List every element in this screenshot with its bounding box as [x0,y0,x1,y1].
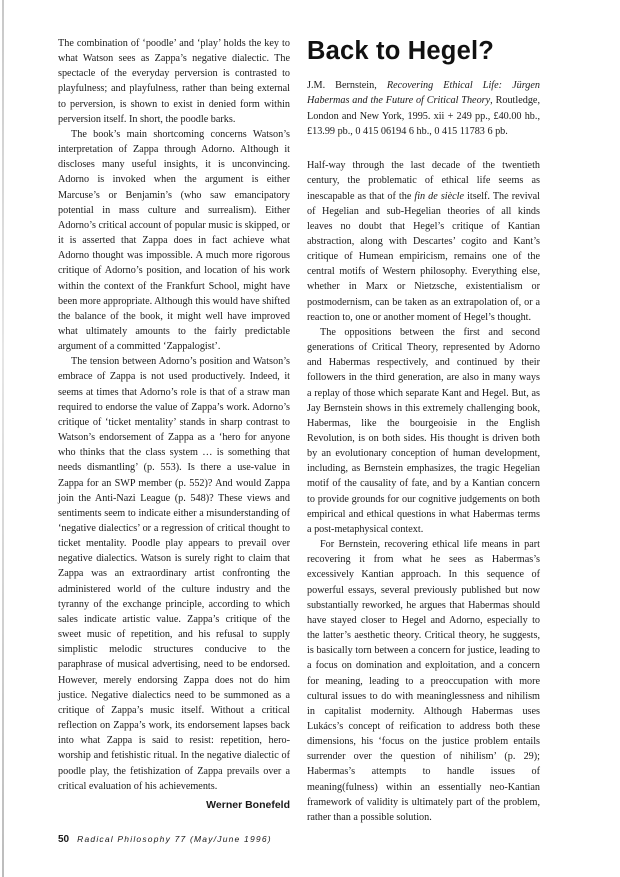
scan-edge [2,0,4,877]
book-details: , Routledge, London and New York, 1995. xii + 249 pp., £40.00 hb., £13.99 pb., 0 415 06194 6 hb., 0 415 11783 6 pb. [307,95,540,137]
text-run: Half-way through the last decade of the twentieth century, the problematic of ethical life seems as inescapable as that of the [307,160,540,202]
book-title: Recovering Ethical Life: Jürgen Habermas and the Future of Critical Theory [307,80,540,107]
paragraph: For Bernstein, recovering ethical life means in part recovering it from what he sees as Habermas’s excessively Kantian approach. In this sequence of powerful essays, several previously published but now substantially reworked, he argues that Habermas should have stayed closer to Hegel and Adorno, especially to the latter’s aesthetic theory. Critical theory, he suggests, is basically torn between a concern for justice, leading to a focus on domination and exploitation, and a concern for meaning, leading to a preoccupation with more cultural issues to do with meaninglessness and nihilism in capitalist modernity. Although Habermas uses Lukács’s concept of reification to address both these dimensions, his ‘focus on the justice problem entails surrender over the question of nihilism’ (p. 29); Habermas’s attempts to handle issues of meaning(fulness) within an essentially neo-Kantian framework of validity is ultimately part of the problem, rather than a possible solution. [307,539,540,823]
text-run: itself. The revival of Hegelian and sub-Hegelian theories of all kinds leaves no doubt that Hegel’s critique of Kantian abstraction, along with Descartes’ cogito and Kant’s critique of Humean empiricism, remains one of the central motifs of Western philosophy. Everything else, whether in Marx or Nietzsche, existentialism or postmodernism, can be taken as an extrapolation of, or a reaction to, one or another moment of Hegel’s thought. [307,190,540,323]
reviewer-signature: Werner Bonefeld [206,798,290,811]
article-title: Back to Hegel? [307,37,495,65]
left-column [58,36,290,811]
paragraph: The oppositions between the first and second generations of Critical Theory, represented by Adorno and Habermas respectively, and continued by their followers in the third generation, are also in many ways a replay of those which separate Kant and Hegel. But, as Jay Bernstein shows in this extremely challenging book, Habermas, like the bourgeoisie in the English Revolution, is on both sides. His thought is driven both by an evolutionary conception of human development, including, as Bernstein emphasizes, the tragic Hegelian motif of the causality of fate, and by a Kantian concern to provide grounds for our cognitive judgements on both empirical and ethical questions in what Habermas terms a post-metaphysical context. [307,326,540,535]
book-reference [307,78,540,139]
paragraph: The combination of ‘poodle’ and ‘play’ holds the key to what Watson sees as Zappa’s negative dialectic. The spectacle of the everyday perversion is contrasted to playfulness; and playfulness, rather than being external to perversion, is shown to exist in denied form within perversion itself. In short, the poodle barks. [58,38,290,125]
paragraph: The tension between Adorno’s position and Watson’s embrace of Zappa is not used productively. Indeed, it seems at times that Adorno’s role is that of a straw man required to endorse the value of Zappa’s work. Adorno’s critique of ‘ticket mentality’ stands in sharp contrast to Watson’s endorsement of Zappa as a ‘hero for anyone who thinks that the class system … is something that needs dismantling’ (p. 553). Is there a use-value in Zappa for an SWP member (p. 552)? And would Zappa join the Anti-Nazi League (p. 548)? These views and sentiments seem to indicate either a misunderstanding of ‘negative dialectics’ or a regression of critical thought to ticket mentality. Poodle play appears to prevail over negative dialectics. Watson is surely right to claim that Zappa was an extraordinary artist confronting the administered world of the culture industry and the tyranny of the exchange principle, according to which sales indicate artistic value. Zappa’s critique of the sweet music of repetition, and his refusal to supply simplistic melodic structures conducive to the paraphrase of musical advertising, need to be endorsed. However, merely endorsing Zappa does not do him justice. Negative dialectics need to be summoned as a critique of Zappa’s music itself. Without a critical reflection on Zappa’s work, its endorsement lapses back into what Zappa is said to resist: repetition, hero-worship and fetishistic ritual. In the negative dialectic of poodle play, the fetishization of Zappa prevails over a critical evaluation of his achievements. [58,356,290,792]
paragraph: The book’s main shortcoming concerns Watson’s interpretation of Zappa through Adorno. Although it discloses many useful insights, it is unconvincing. Adorno is invoked when the argument is either Marcuse’s or Benjamin’s (who saw emancipatory potential in mass culture and surrealism). Either Adorno’s critical account of popular music is skipped, or it is asserted that Zappa does in fact achieve what Adorno thought was impossible. A much more rigorous critique of Adorno’s position, and location of his work within the context of the Frankfurt School, might have been more appropriate. Although this would have shifted the balance of the book, it might well have improved what ultimately amounts to the fairly predictable argument of a committed ‘Zappalogist’. [58,128,290,353]
journal-citation: Radical Philosophy 77 (May/June 1996) [77,834,272,844]
right-column [307,36,540,825]
paragraph [307,158,540,325]
book-author: J.M. Bernstein, [307,80,387,91]
page-footer [58,834,272,845]
text-italic: fin de siècle [414,190,465,202]
page-number: 50 [58,834,70,845]
